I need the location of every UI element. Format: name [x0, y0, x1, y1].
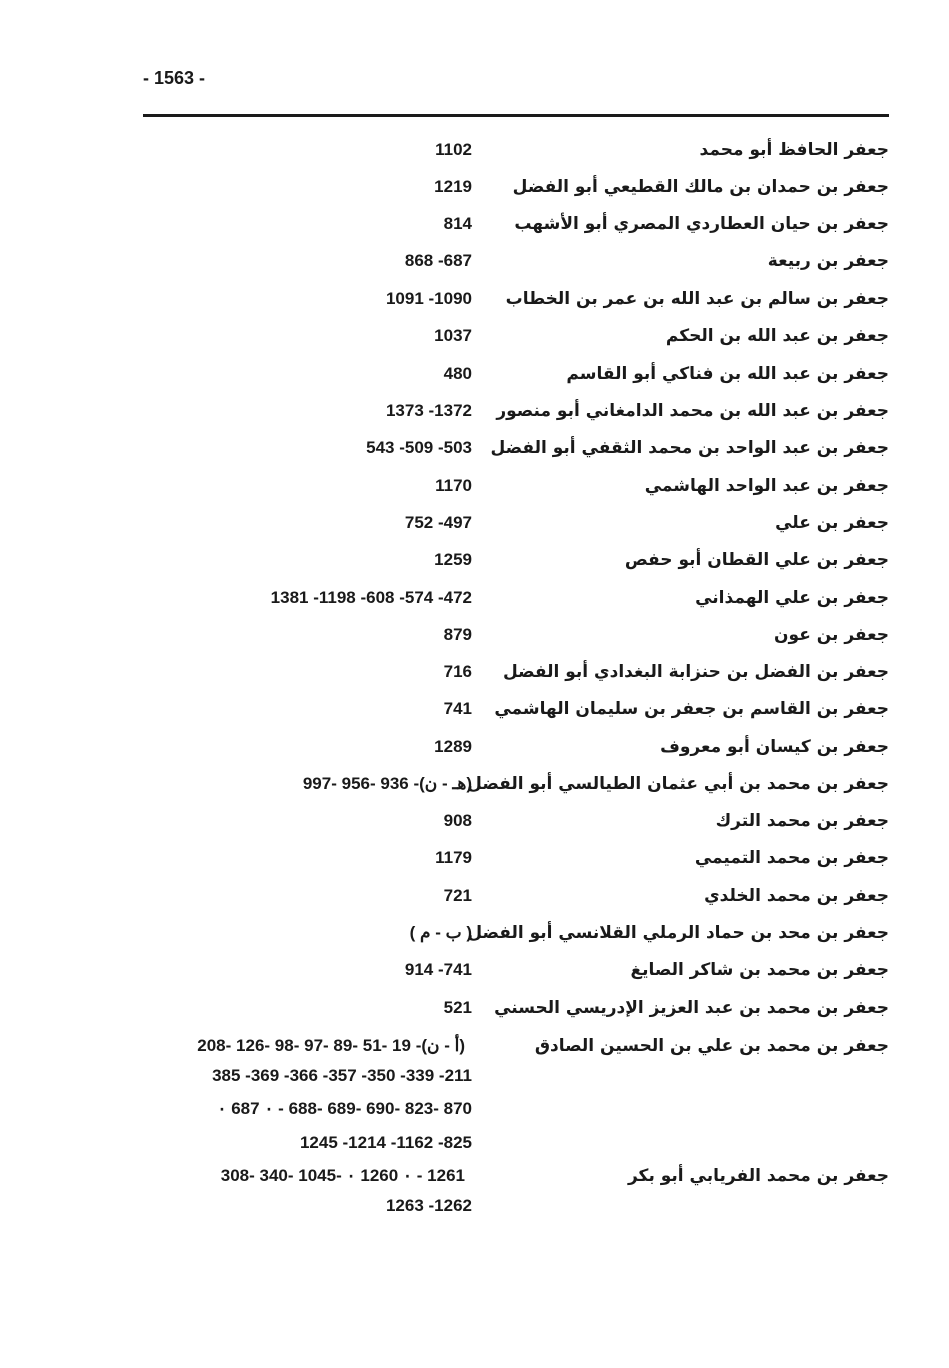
index-entry-name: جعفر بن محمد الترك — [715, 811, 889, 831]
index-entry-pages: 1373 -1372 — [385, 401, 472, 420]
index-entry-name: جعفر بن محمد بن شاكر الصايغ — [630, 960, 889, 980]
index-entry-name: جعفر بن سالم بن عبد الله بن عمر بن الخطاب — [505, 289, 889, 309]
index-entry-pages: 914 -741 — [404, 960, 472, 979]
index-entry-pages: 1179 — [435, 848, 472, 867]
index-entry-name: جعفر بن علي الهمذاني — [695, 588, 889, 608]
index-entry-pages: 908 — [443, 811, 472, 830]
index-entry-pages: 741 — [443, 699, 472, 718]
page-number: - 1563 - — [143, 68, 206, 88]
index-entry-pages: 1091 -1090 — [385, 289, 472, 308]
index-entry-name: جعفر بن علي — [775, 513, 889, 533]
index-entry-pages: 521 — [443, 998, 472, 1017]
index-entry-name: جعفر بن محمد الفريابي أبو بكر — [627, 1166, 889, 1186]
index-entry-pages: (أ - ن)- 19 -51 -89 -97 -98 -126 -208 — [197, 1036, 465, 1055]
index-entry-name: جعفر بن ربيعة — [767, 251, 889, 271]
index-entry-pages: 1037 — [434, 326, 472, 345]
index-entry-name: جعفر بن القاسم بن جعفر بن سليمان الهاشمي — [494, 699, 889, 719]
index-entry-name: جعفر بن عبد الله بن فناكي أبو القاسم — [566, 364, 889, 384]
index-entry-name: جعفر بن حيان العطاردي المصري أبو الأشهب — [514, 214, 889, 234]
index-entry-name: جعفر بن كيسان أبو معروف — [660, 737, 889, 757]
index-entry-pages: 716 — [443, 662, 472, 681]
index-entry-pages: 1289 — [434, 737, 472, 756]
index-entry-name: جعفر بن محمد بن عبد العزيز الإدريسي الحسني — [494, 998, 889, 1018]
index-entry-pages: 480 — [443, 364, 472, 383]
index-entry-name: جعفر الحافظ أبو محمد — [699, 140, 889, 160]
index-entry-name: جعفر بن عبد الله بن محمد الدامغاني أبو منصور — [496, 401, 889, 421]
index-entry-name: جعفر بن الفضل بن حنزابة البغدادي أبو الفضل — [502, 662, 889, 682]
index-entry-pages: 385 -369 -366 -357 -350 -339 -211 — [212, 1066, 472, 1085]
index-entry-pages: 1259 — [434, 550, 472, 569]
index-entry-name: جعفر بن محد بن حماد الرملي القلانسي أبو الفضل — [467, 923, 889, 943]
index-entry-pages: 814 — [443, 214, 472, 233]
header-rule — [143, 114, 889, 117]
index-entry-pages: 1245 -1214 -1162 -825 — [299, 1133, 472, 1152]
index-entry-name: جعفر بن محمد بن أبي عثمان الطيالسي أبو الفضل — [467, 774, 889, 794]
index-entry-name: جعفر بن عبد الواحد الهاشمي — [644, 476, 889, 496]
index-entry-pages: 879 — [443, 625, 472, 644]
index-entry-pages: 870 -823 -690 -689 -688 - ٠ 687 ٠ — [217, 1099, 472, 1118]
index-entry-pages: 721 — [443, 886, 472, 905]
index-entry-name: جعفر بن عبد الواحد بن محمد الثقفي أبو الفضل — [490, 438, 889, 458]
index-entry-name: جعفر بن عون — [774, 625, 889, 645]
index-entry-pages: 1170 — [435, 476, 472, 495]
index-entry-name: جعفر بن محمد بن علي بن الحسين الصادق — [534, 1036, 889, 1056]
index-entry-name: جعفر بن حمدان بن مالك القطيعي أبو الفضل — [512, 177, 889, 197]
index-entry-pages: 1263 -1262 — [385, 1196, 472, 1215]
index-entry-pages: 868 -687 — [404, 251, 472, 270]
index-entry-name: جعفر بن محمد التميمي — [694, 848, 889, 868]
index-entry-name: جعفر بن عبد الله بن الحكم — [665, 326, 889, 346]
index-entry-pages: 1261 - ٠ 1260 ٠ -1045 -340 -308 — [220, 1166, 465, 1185]
index-entry-name: جعفر بن علي القطان أبو حفص — [624, 550, 889, 570]
index-entry-pages: 1381 -1198 -608 -574 -472 — [270, 588, 472, 607]
index-entry-pages: (هـ - ن)- 936 -956 -997 — [302, 774, 472, 793]
index-entry-name: جعفر بن محمد الخلدي — [704, 886, 889, 906]
index-entry-pages: ( ب - م ) — [409, 923, 472, 942]
index-entry-pages: 1219 — [434, 177, 472, 196]
index-entry-pages: 752 -497 — [404, 513, 472, 532]
index-entry-pages: 1102 — [435, 140, 472, 159]
index-entry-pages: 543 -509 -503 — [366, 438, 472, 457]
